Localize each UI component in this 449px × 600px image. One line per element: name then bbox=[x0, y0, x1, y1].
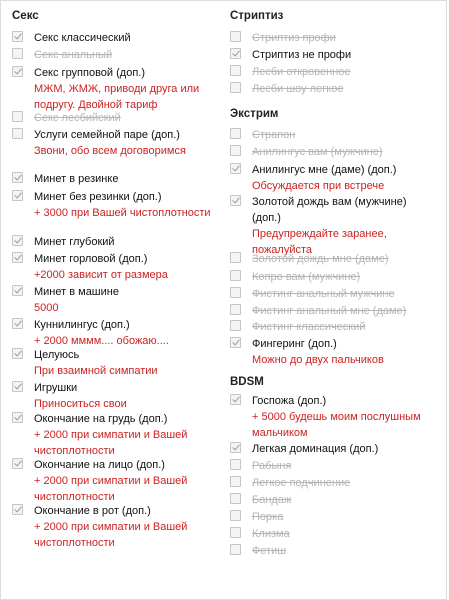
checkbox[interactable] bbox=[12, 172, 23, 183]
service-item[interactable] bbox=[230, 393, 435, 441]
service-item bbox=[230, 251, 435, 267]
service-item[interactable] bbox=[12, 503, 217, 551]
checkbox[interactable] bbox=[230, 337, 241, 348]
service-item[interactable] bbox=[12, 65, 217, 113]
service-label: Секс анальный bbox=[34, 49, 113, 61]
checkbox bbox=[230, 320, 241, 331]
checkbox bbox=[230, 31, 241, 42]
checkbox bbox=[230, 304, 241, 315]
service-label: Золотой дождь вам (мужчине) (доп.) bbox=[252, 196, 407, 224]
service-item[interactable] bbox=[12, 234, 217, 250]
section-title-striptease: Стриптиз bbox=[230, 10, 284, 22]
service-item[interactable] bbox=[12, 411, 217, 459]
service-item[interactable] bbox=[12, 171, 217, 187]
service-label: Секс лесбийский bbox=[34, 112, 121, 124]
checkbox[interactable] bbox=[230, 163, 241, 174]
service-item bbox=[230, 319, 435, 335]
checkbox[interactable] bbox=[12, 235, 23, 246]
service-item bbox=[230, 269, 435, 285]
checkbox[interactable] bbox=[12, 381, 23, 392]
service-label: Страпон bbox=[252, 129, 296, 141]
checkbox bbox=[230, 128, 241, 139]
service-label: Целуюсь bbox=[34, 349, 80, 361]
checkbox bbox=[230, 527, 241, 538]
checkbox bbox=[230, 476, 241, 487]
checkbox[interactable] bbox=[12, 504, 23, 515]
service-item[interactable] bbox=[12, 127, 217, 159]
service-note: Можно до двух пальчиков bbox=[252, 354, 384, 366]
service-label: Бандаж bbox=[252, 494, 292, 506]
service-label: Фистинг классический bbox=[252, 321, 366, 333]
service-label: Анилингус вам (мужчине) bbox=[252, 146, 383, 158]
service-item[interactable] bbox=[230, 336, 435, 368]
service-label: Стриптиз не профи bbox=[252, 49, 352, 61]
service-label: Рабыня bbox=[252, 460, 292, 472]
service-label: Куннилингус (доп.) bbox=[34, 319, 130, 331]
service-item[interactable] bbox=[12, 189, 217, 221]
service-item bbox=[230, 526, 435, 542]
checkbox[interactable] bbox=[12, 252, 23, 263]
service-item[interactable] bbox=[12, 251, 217, 283]
service-label: Фетиш bbox=[252, 545, 287, 557]
service-item bbox=[230, 475, 435, 491]
service-item[interactable] bbox=[12, 347, 217, 379]
service-label: Окончание на грудь (доп.) bbox=[34, 413, 168, 425]
checkbox bbox=[230, 145, 241, 156]
service-item[interactable] bbox=[12, 457, 217, 505]
service-label: Окончание на лицо (доп.) bbox=[34, 459, 165, 471]
service-label: Секс классический bbox=[34, 32, 131, 44]
service-item[interactable] bbox=[12, 284, 217, 316]
service-note: МЖМ, ЖМЖ, приводи друга или подругу. Двойной тариф bbox=[34, 83, 200, 111]
checkbox bbox=[230, 65, 241, 76]
service-note: При взаимной симпатии bbox=[34, 365, 158, 377]
service-label: Минет горловой (доп.) bbox=[34, 253, 148, 265]
service-label: Легкое подчинение bbox=[252, 477, 351, 489]
service-label: Минет глубокий bbox=[34, 236, 115, 248]
service-note: + 2000 мммм.... обожаю.... bbox=[34, 335, 169, 347]
service-note: + 2000 при симпатии и Вашей чистоплотности bbox=[34, 475, 188, 503]
service-item[interactable] bbox=[12, 30, 217, 46]
service-label: Минет без резинки (доп.) bbox=[34, 191, 162, 203]
service-note: Обсуждается при встрече bbox=[252, 180, 385, 192]
service-item bbox=[12, 47, 217, 63]
service-item bbox=[230, 509, 435, 525]
service-label: Услуги семейной паре (доп.) bbox=[34, 129, 180, 141]
service-label: Легкая доминация (доп.) bbox=[252, 443, 379, 455]
section-title-sex: Секс bbox=[12, 10, 39, 22]
service-label: Лесби шоу легкое bbox=[252, 83, 344, 95]
checkbox[interactable] bbox=[230, 48, 241, 59]
service-item[interactable] bbox=[12, 317, 217, 349]
checkbox[interactable] bbox=[12, 285, 23, 296]
service-item[interactable] bbox=[230, 441, 435, 457]
service-item[interactable] bbox=[230, 194, 435, 258]
checkbox bbox=[230, 459, 241, 470]
service-label: Госпожа (доп.) bbox=[252, 395, 327, 407]
service-item bbox=[230, 303, 435, 319]
checkbox[interactable] bbox=[12, 31, 23, 42]
service-label: Игрушки bbox=[34, 382, 78, 394]
service-label: Секс групповой (доп.) bbox=[34, 67, 146, 79]
service-item bbox=[230, 492, 435, 508]
service-item[interactable] bbox=[230, 162, 435, 194]
service-item bbox=[230, 543, 435, 559]
section-title-extreme: Экстрим bbox=[230, 108, 279, 120]
service-item bbox=[230, 81, 435, 97]
checkbox[interactable] bbox=[12, 412, 23, 423]
checkbox bbox=[230, 287, 241, 298]
service-note: 5000 bbox=[34, 302, 59, 314]
checkbox bbox=[230, 252, 241, 263]
service-item bbox=[230, 30, 435, 46]
checkbox bbox=[230, 493, 241, 504]
service-item bbox=[230, 144, 435, 160]
service-item bbox=[230, 64, 435, 80]
service-label: Фистинг анальный мне (даме) bbox=[252, 305, 407, 317]
service-note: Звони, обо всем договоримся bbox=[34, 145, 186, 157]
checkbox bbox=[230, 544, 241, 555]
service-item bbox=[230, 458, 435, 474]
service-note: +2000 зависит от размера bbox=[34, 269, 168, 281]
checkbox bbox=[230, 270, 241, 281]
checkbox[interactable] bbox=[230, 442, 241, 453]
service-note: + 2000 при симпатии и Вашей чистоплотности bbox=[34, 521, 188, 549]
service-note: + 5000 будешь моим послушным мальчиком bbox=[252, 411, 421, 439]
service-label: Фистинг анальный мужчине bbox=[252, 288, 395, 300]
service-label: Порка bbox=[252, 511, 284, 523]
service-label: Минет в машине bbox=[34, 286, 119, 298]
service-note: Приноситься свои bbox=[34, 398, 127, 410]
checkbox[interactable] bbox=[12, 128, 23, 139]
checkbox[interactable] bbox=[230, 394, 241, 405]
service-label: Стриптиз профи bbox=[252, 32, 336, 44]
service-label: Фингеринг (доп.) bbox=[252, 338, 337, 350]
service-item[interactable] bbox=[12, 380, 217, 412]
checkbox[interactable] bbox=[12, 190, 23, 201]
checkbox[interactable] bbox=[12, 348, 23, 359]
section-title-bdsm: BDSM bbox=[230, 376, 264, 388]
service-item bbox=[230, 286, 435, 302]
checkbox bbox=[230, 82, 241, 93]
service-label: Лесби откровенное bbox=[252, 66, 351, 78]
service-note: Предупреждайте заранее, пожалуйста bbox=[252, 228, 387, 256]
service-label: Анилингус мне (даме) (доп.) bbox=[252, 164, 397, 176]
service-note: + 2000 при симпатии и Вашей чистоплотности bbox=[34, 429, 188, 457]
checkbox[interactable] bbox=[230, 195, 241, 206]
service-item[interactable] bbox=[230, 47, 435, 63]
service-label: Окончание в рот (доп.) bbox=[34, 505, 151, 517]
checkbox bbox=[12, 111, 23, 122]
service-item bbox=[12, 110, 217, 126]
service-label: Копро вам (мужчине) bbox=[252, 271, 361, 283]
service-note: + 3000 при Вашей чистоплотности bbox=[34, 207, 211, 219]
service-label: Золотой дождь мне (даме) bbox=[252, 253, 389, 265]
service-label: Минет в резинке bbox=[34, 173, 119, 185]
service-item bbox=[230, 127, 435, 143]
checkbox[interactable] bbox=[12, 66, 23, 77]
checkbox bbox=[230, 510, 241, 521]
checkbox bbox=[12, 48, 23, 59]
checkbox[interactable] bbox=[12, 458, 23, 469]
service-label: Клизма bbox=[252, 528, 290, 540]
checkbox[interactable] bbox=[12, 318, 23, 329]
